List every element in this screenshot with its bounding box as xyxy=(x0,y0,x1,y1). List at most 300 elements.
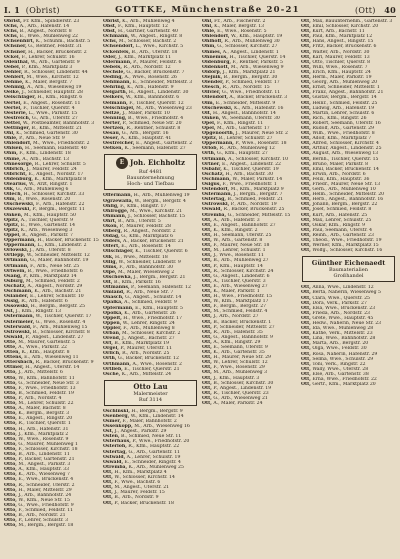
entry-details: H., Arb., Hafenstr. 31 xyxy=(18,426,69,432)
entry-details: M., Schlosser, Kirchstr. 2 xyxy=(122,330,181,336)
entry-name: Ostwald, xyxy=(103,454,126,460)
entry-details: H., Tischler, Querstr. 14 xyxy=(229,54,286,60)
entry-name: Ott, xyxy=(103,480,113,486)
entry-details: G., Arb., Wiesenweg 21 xyxy=(213,395,268,401)
entry-name: Ockel, xyxy=(4,54,21,60)
entry-details: G., Angest., Lindenstr. 6 xyxy=(213,273,270,279)
entry-name: Otremba, xyxy=(103,464,128,470)
entry-name: Oelgarth, xyxy=(103,90,128,96)
entry-details: Frieda, Arb., Nordstr. 23 xyxy=(312,310,370,316)
entry-name: Oelschläger, xyxy=(4,95,36,101)
entry-details: J., Maler, Parkstr. 10 xyxy=(122,110,170,116)
entry-details: A., Arb., Hafenstr. 3 xyxy=(213,217,260,223)
directory-entry xyxy=(202,401,297,406)
entry-name: Otto, xyxy=(4,416,17,422)
entry-details: F., Tischler, Querstr. 12 xyxy=(129,100,184,106)
entry-details: M., Arb., Wiesenweg 9 xyxy=(230,64,284,70)
entry-name: Oettinger, xyxy=(4,125,31,131)
entry-details: P., Schmied, Feldstr. 17 xyxy=(225,80,280,86)
entry-details: G., Kfm., Hauptstr. 27 xyxy=(216,151,268,157)
entry-name: Osterloh, xyxy=(103,444,127,450)
entry-details: J., Kfm., Marktplatz 11 xyxy=(118,54,172,60)
entry-details: J., Maurer, Feldstr. 15 xyxy=(114,490,165,496)
entry-details: G., Schneider, Neue Str. 3 xyxy=(18,380,79,386)
entry-name: Otto, xyxy=(4,523,17,529)
entry-name: Osenberg, xyxy=(103,413,130,419)
entry-details: G., Arb., Uferstr. 27 xyxy=(31,115,78,121)
entry-name: Ott, xyxy=(103,485,113,491)
entry-name: Ohlrogge, xyxy=(103,208,129,214)
entry-details: B., Arb., Nordstr. 21 xyxy=(18,513,66,519)
entry-name: Ossig, xyxy=(4,299,20,305)
entry-name: Opitz, xyxy=(202,136,218,142)
entry-details: Berta, Näherin, Wiesenweg 5 xyxy=(312,290,381,296)
entry-name: Ott, xyxy=(301,212,311,218)
entry-name: Ott, xyxy=(301,248,311,254)
entry-details: G., Arb., Gartenstr. 11 xyxy=(128,449,180,455)
entry-name: Otto, xyxy=(4,411,17,417)
directory-entry xyxy=(301,248,396,253)
entry-name: Ott, xyxy=(103,475,113,481)
entry-name: Opolka, xyxy=(103,310,123,316)
entry-name: Ott, xyxy=(202,324,212,330)
entry-details: F., Arb., Mühlenweg 15 xyxy=(33,324,88,330)
entry-details: Toni, Verk., Ringstr. 22 xyxy=(312,361,366,367)
entry-details: Arthur, Angest., Lindenstr. 25 xyxy=(312,146,382,152)
entry-details: Johann, Bergm., Bergstr. 22 xyxy=(312,202,378,208)
entry-details: H., Maler, Mittelstr. 29 xyxy=(18,487,72,493)
entry-name: Otto, xyxy=(4,406,17,412)
entry-details: F., Arb., Bahnhofstr. 30 xyxy=(119,264,174,270)
ad-small-line: Ruf 3114 xyxy=(138,396,163,403)
entry-details: H., Bäcker, Brückenstr. 2 xyxy=(28,49,87,55)
entry-name: Oppermann, xyxy=(202,141,234,147)
entry-name: Ott, xyxy=(301,95,311,101)
entry-name: Ollech, xyxy=(4,192,23,198)
entry-name: Otto, xyxy=(4,395,17,401)
entry-details: A., Maler, Parkstr. 24 xyxy=(213,401,263,407)
entry-details: K., Seemann, Hafenstr. 27 xyxy=(124,146,186,152)
entry-name: Oldörp, xyxy=(202,69,222,75)
entry-name: Ott, xyxy=(301,161,311,167)
entry-details: K., Kfm., Marktplatz 8 xyxy=(34,176,87,182)
entry-details: K., Arb., Gartenstr. 35 xyxy=(213,350,265,356)
entry-name: Opfermann, xyxy=(103,305,134,311)
entry-name: Ott, xyxy=(202,283,212,289)
entry-details: Erich, Kfm., Hauptstr. 24 xyxy=(312,69,371,75)
entry-name: Olk, xyxy=(103,254,114,260)
entry-details: H., Bäcker, Brückenstr. 15 xyxy=(37,238,99,244)
entry-details: E., Schneider, Ringstr. 4 xyxy=(124,459,181,465)
entry-name: Okon, xyxy=(103,224,119,229)
entry-details: R., Arb., Nordstr. 12 xyxy=(123,64,171,70)
entry-name: Ott, xyxy=(301,44,311,50)
entry-name: Oeding, xyxy=(103,75,124,81)
entry-name: Oppler, xyxy=(103,325,122,331)
entry-name: Olt, xyxy=(202,110,212,116)
entry-details: M., Arb., Gartenstr. 17 xyxy=(216,125,270,131)
entry-details: W., Schlosser, Kirchstr. 14 xyxy=(114,475,175,481)
entry-details: B., Angest., Nordstr. 8 xyxy=(19,29,72,35)
entry-name: Otto, xyxy=(4,472,17,478)
entry-details: B., Kfm., Marktplatz 19 xyxy=(114,341,169,347)
entry-name: Ohlsen, xyxy=(4,146,24,152)
entry-details: H., Angest., Bahnhofstr. 14 xyxy=(212,110,276,116)
entry-name: Ohmann, xyxy=(103,213,127,219)
entry-name: Otto, xyxy=(4,385,17,391)
ad-eichholtz-title: E Joh. Eichholtz xyxy=(107,157,194,169)
entry-name: Otte, xyxy=(4,345,17,350)
entry-details: W., Kfm., Lindenstr. 14 xyxy=(130,413,184,419)
entry-name: Ott, xyxy=(202,350,212,356)
entry-details: E., Wwe., Rosenstr. 5 xyxy=(217,29,267,35)
entry-details: K., Arb., Gartenstr. 26 xyxy=(124,310,176,316)
entry-details: E., Angest., Rosenstr. 11 xyxy=(23,100,81,106)
entry-details: Wally, Wwe., Uferstr. 28 xyxy=(312,366,369,372)
entry-details: Anna, Wwe., Lindenstr. 12 xyxy=(312,285,374,291)
entry-name: Ott, xyxy=(301,315,311,321)
entry-name: Ost, xyxy=(4,309,15,315)
entry-details: E., Angest., Bahnhofstr. 27 xyxy=(213,222,276,228)
entry-name: Olejnik, xyxy=(202,75,223,81)
entry-details: F., Kfm., Hauptstr. 12 xyxy=(118,24,168,30)
entry-name: Otto, xyxy=(4,487,17,493)
entry-details: A., Wwe., Parkstr. 22 xyxy=(18,345,67,350)
entry-details: E., Wwe., Mühlenweg 22 xyxy=(19,34,78,40)
entry-details: Bernh., Tischler, Querstr. 15 xyxy=(312,156,379,162)
entry-name: Ostertag, xyxy=(202,197,226,203)
entry-name: Otto, xyxy=(4,426,17,432)
entry-name: Oelke, xyxy=(4,90,21,96)
columns xyxy=(4,19,396,555)
entry-name: Oswald, xyxy=(4,334,25,340)
entry-details: G., Schlosser, Kirchstr. 27 xyxy=(217,44,278,50)
entry-name: Olbricht, xyxy=(4,171,27,177)
entry-name: Otto, xyxy=(4,421,17,427)
entry-name: Ohme, xyxy=(4,156,21,162)
entry-details: B., Arb., Nordstr. 9 xyxy=(114,495,159,501)
entry-name: Oettel, xyxy=(4,120,22,126)
entry-details: K., Maler, Bergstr. 13 xyxy=(214,24,265,30)
entry-name: Ott, xyxy=(301,202,311,208)
entry-name: Ott, xyxy=(202,273,212,279)
header-left-range: (Obrist) xyxy=(25,6,60,15)
entry-name: Ochs, xyxy=(4,24,19,30)
entry-details: B., Lehrer, Schulstr. 27 xyxy=(218,136,273,142)
entry-details: R., Tischler, Querstr. 23 xyxy=(213,390,269,396)
entry-name: Ott, xyxy=(301,115,311,121)
entry-name: Ott, xyxy=(301,19,311,24)
entry-name: Ochsner, xyxy=(4,49,27,55)
entry-name: Obst, xyxy=(103,29,117,35)
entry-details: Friedr., Maurer, Neue Str. 13 xyxy=(312,182,381,187)
entry-details: E., Lehrer, Schulstr. 10 xyxy=(29,294,84,300)
entry-details: P., Schneider, Mittelstr. 27 xyxy=(213,324,275,330)
entry-name: Otto, xyxy=(4,513,17,519)
entry-name: Ott, xyxy=(301,238,311,244)
entry-details: Else, Arb., Gartenstr. 38 xyxy=(312,371,369,377)
entry-name: Olm, xyxy=(4,197,17,203)
entry-details: G., Maurer, Mühlenweg 1 xyxy=(18,441,78,447)
entry-name: Ott, xyxy=(301,295,311,301)
entry-details: A., Schmied, Feldstr. 9 xyxy=(124,300,177,306)
entry-details: Erna, Wwe., Friedhofstr. 22 xyxy=(312,377,377,382)
entry-details: R., Arb., Mühlenweg 12 xyxy=(219,146,275,152)
entry-details: K., Arb., Mittelstr. 24 xyxy=(121,371,172,377)
entry-name: Ott, xyxy=(301,300,311,306)
entry-details: K., Tischler, Querstr. 19 xyxy=(223,166,279,172)
entry-details: B., Kfm., Mittelstr. 21 xyxy=(31,125,82,131)
entry-details: J., Angest., Parkstr. 29 xyxy=(114,429,167,435)
entry-details: Emil, Schlosser, Kirchstr. 20 xyxy=(312,24,379,30)
entry-name: Ott, xyxy=(202,248,212,254)
entry-name: Omland, xyxy=(103,290,125,296)
entry-details: B., Schmied, Feldstr. 19 xyxy=(18,390,74,396)
entry-details: P., Kfm., Hauptstr. 14 xyxy=(213,263,263,269)
entry-name: Ott, xyxy=(301,85,311,91)
entry-name: Opitz, xyxy=(4,222,20,228)
entry-name: Oelmann, xyxy=(103,100,128,106)
entry-details: M., Arb., Mühlenweg 3 xyxy=(213,370,267,376)
entry-details: E., Angest., Gartenstr. 2 xyxy=(135,141,193,147)
entry-name: Osterwald, xyxy=(4,324,32,330)
entry-details: Bruno, Maler, Parkstr. 8 xyxy=(312,161,369,167)
entry-name: Osche, xyxy=(103,371,121,377)
entry-details: F., Kfm., Ringstr. 17 xyxy=(120,203,167,209)
entry-details: M., Maurer, Gartenstr. 5 xyxy=(18,339,76,345)
entry-name: Ochs, xyxy=(4,29,19,35)
entry-details: R., Arb., Neue Str. 7 xyxy=(126,290,174,296)
entry-details: W., Arzt, Ringstr. 1 xyxy=(28,182,73,187)
entry-details: Hans, Angest., Ringstr. 15 xyxy=(312,39,374,45)
entry-name: Ohnesorge, xyxy=(4,161,34,167)
entry-name: Ott, xyxy=(301,336,311,342)
entry-details: Felix, Kfm., Hauptstr. 36 xyxy=(312,176,370,182)
entry-details: P., Angest., Lindenstr. 27 xyxy=(25,334,84,340)
entry-name: Orend, xyxy=(103,336,121,342)
entry-details: P., Arb., Nordstr. 4 xyxy=(18,395,62,401)
entry-name: Ott, xyxy=(103,469,113,475)
entry-name: Ott, xyxy=(301,110,311,116)
entry-details: K., Maler, Bergstr. 7 xyxy=(25,80,73,86)
entry-details: Fr., Arb., Fischerstr. 2 xyxy=(214,19,266,24)
entry-name: Ott, xyxy=(301,59,311,65)
entry-details: E., Arb., Rosenstr. 14 xyxy=(121,244,171,250)
entry-details: F., Schlosser, Kirchstr. 18 xyxy=(18,446,78,452)
entry-details: L., Wwe., Parkstr. 15 xyxy=(28,110,78,116)
directory-entry xyxy=(301,382,396,387)
entry-name: Ottens, xyxy=(4,355,23,361)
entry-name: Obrist, xyxy=(4,19,22,24)
entry-name: Opgenoorth, xyxy=(202,131,235,137)
entry-details: A., Arb., Wiesenweg 19 xyxy=(27,85,82,91)
entry-name: Ott, xyxy=(301,146,311,152)
entry-name: Otto, xyxy=(4,436,17,442)
entry-name: Otto, xyxy=(4,441,17,447)
entry-details: M., Schmied, Feldstr. 4 xyxy=(213,309,268,315)
entry-details: E., Kfm., Hauptstr. 5 xyxy=(135,305,183,311)
entry-details: P., Wwe., Rosenstr. 18 xyxy=(235,141,287,147)
entry-details: H., Wwe., Friedhofstr. 17 xyxy=(123,315,183,321)
entry-name: Ott, xyxy=(301,192,311,198)
entry-name: Ott, xyxy=(301,331,311,337)
entry-details: E., Arb., Wiesenweg 27 xyxy=(213,283,268,289)
header-title: GOTTKE, Münchenstraße 20-21 xyxy=(115,5,300,15)
entry-details: M., Maler, Wiesenweg 2 xyxy=(117,269,175,275)
entry-details: Käthe, Verk., Mittelstr. 23 xyxy=(312,331,373,337)
entry-name: Olschewski, xyxy=(202,105,233,111)
entry-details: F., Wwe., Friedhofstr. 1 xyxy=(222,182,277,187)
entry-details: K., Arb., Bachstr. 21 xyxy=(34,288,82,294)
entry-details: Georg, Arb., Mühlenweg 20 xyxy=(312,80,378,86)
entry-details: E., Angest., Lindenstr. 22 xyxy=(221,161,281,167)
entry-details: A., Kfm., Hauptstr. 33 xyxy=(18,467,70,473)
entry-details: Ida, Wwe., Mühlenweg 28 xyxy=(312,326,374,332)
entry-details: Hedw., Näherin, Neue Str. 23 xyxy=(312,320,382,326)
entry-details: E., Seemann, Uferstr. 9 xyxy=(213,345,268,350)
entry-details: Lina, Wwe., Bahnhofstr. 28 xyxy=(312,336,376,342)
entry-name: Oelschlägel, xyxy=(103,105,135,111)
entry-name: Osang, xyxy=(4,273,22,279)
entry-name: Olivier, xyxy=(202,90,221,96)
entry-name: Ott, xyxy=(202,334,212,340)
entry-name: Olm, xyxy=(202,100,215,106)
entry-name: Oertel, xyxy=(4,105,22,111)
entry-name: Ossenkopp, xyxy=(103,424,133,430)
entry-details: R., Schneider, Uferstr. 2 xyxy=(18,482,75,488)
entry-name: Ott, xyxy=(301,187,311,193)
entry-name: Ott, xyxy=(301,217,311,223)
entry-name: Ott, xyxy=(202,319,212,325)
entry-name: Ott, xyxy=(103,490,113,496)
entry-name: Onken, xyxy=(4,212,23,218)
entry-details: H., Angest., Uferstr. 14 xyxy=(25,365,80,371)
entry-details: G., Angest., Schulstr. 14 xyxy=(125,295,182,301)
entry-name: Ott, xyxy=(202,222,212,228)
entry-name: Oppel, xyxy=(4,232,21,238)
entry-details: R., Rentner, Schulstr. 8 xyxy=(126,125,181,131)
entry-name: Oelkers, xyxy=(103,95,125,101)
entry-details: Robert, Seemann, Uferstr. 16 xyxy=(312,120,381,126)
entry-name: Ott, xyxy=(301,24,311,30)
entry-name: Ott, xyxy=(202,253,212,259)
entry-name: Ott, xyxy=(202,232,212,238)
entry-name: Oldenburg, xyxy=(202,59,232,65)
entry-name: Orlowski, xyxy=(4,248,29,254)
entry-details: Max, Lehrer, Schulstr. 25 xyxy=(312,217,372,223)
entry-details: Rich., Kfm., Ringstr. 26 xyxy=(312,115,367,121)
entry-name: Ott, xyxy=(301,197,311,203)
entry-details: G., Maler, Bahnhofstr. 19 xyxy=(30,258,89,264)
entry-name: Obrist, xyxy=(103,19,121,24)
entry-details: E., Arb., Wiesenweg 11 xyxy=(24,355,79,361)
entry-name: Olfert, xyxy=(103,244,120,250)
entry-details: R., Arb., Mühlenweg 30 xyxy=(224,39,280,45)
entry-name: Ott, xyxy=(202,401,212,407)
entry-details: A., Kfm., Hauptstr. 41 xyxy=(120,136,172,142)
entry-details: G., Bäcker, Brückenstr. 12 xyxy=(117,356,179,362)
entry-details: K., Schmied, Gartenstr. 30 xyxy=(16,131,78,137)
entry-details: A., Tischler, Querstr. 3 xyxy=(213,278,266,284)
entry-name: Ott, xyxy=(202,238,212,244)
entry-name: Ott, xyxy=(301,125,311,131)
entry-details: M., Kfm., Marktplatz 9 xyxy=(230,187,284,193)
entry-name: Otto, xyxy=(4,451,17,457)
entry-name: Ostrowski, xyxy=(202,202,230,208)
entry-details: B., Arb., Mühlenweg 27 xyxy=(213,258,269,264)
entry-details: G., Arb., Mühlenweg 6 xyxy=(16,187,69,193)
entry-name: Ott, xyxy=(301,80,311,86)
entry-name: Ott, xyxy=(202,268,212,274)
directory-entry xyxy=(4,523,99,528)
entry-name: Ortmann, xyxy=(4,263,29,269)
entry-name: Ott, xyxy=(301,54,311,60)
entry-details: F., Arb., Mühlenweg 8 xyxy=(123,325,175,331)
entry-name: Ott, xyxy=(202,304,212,310)
entry-details: F., Bergm., Bergstr. 27 xyxy=(213,304,267,310)
entry-name: Odenthal, xyxy=(4,59,30,65)
entry-name: Opitz, xyxy=(4,217,20,223)
entry-name: Olschowka, xyxy=(103,274,133,280)
column-4 xyxy=(301,19,396,555)
directory-entry xyxy=(103,146,198,151)
entry-details: W., Kfm., Bahnhofstr. 11 xyxy=(18,375,75,381)
entry-details: F., Wwe., Friedhofstr. 13 xyxy=(18,385,76,391)
ad-guenther-line: Großhandel xyxy=(333,273,364,280)
entry-details: J., Bergm., Bergstr. 7 xyxy=(233,192,283,198)
entry-details: B., Arb., Lindenstr. 11 xyxy=(18,451,70,457)
entry-details: K., Arb., Hafenstr. 16 xyxy=(233,105,284,111)
entry-details: J., Maurer, Neue Str. 2 xyxy=(235,131,288,137)
entry-details: J., Arb., Uferstr. 8 xyxy=(29,248,71,254)
entry-details: G., Bäcker, Brückenstr. 7 xyxy=(126,69,185,75)
entry-name: Orgel, xyxy=(103,346,119,352)
entry-details: W., Schneider, Lindenstr. 9 xyxy=(118,259,181,265)
entry-name: Ott, xyxy=(301,326,311,332)
page-number: 40 xyxy=(384,5,396,15)
entry-name: Ott, xyxy=(301,131,311,137)
entry-name: Obst, xyxy=(103,24,117,30)
entry-name: Oldenkott, xyxy=(202,64,230,70)
entry-name: Ott, xyxy=(301,171,311,177)
entry-details: Otto, Tischler, Querstr. 8 xyxy=(312,59,371,65)
entry-name: Osburg, xyxy=(4,278,25,284)
entry-details: W., Kfm., Bahnhofstr. 6 xyxy=(125,95,180,101)
entry-name: Orthmann, xyxy=(103,361,131,367)
entry-details: Alfred, Schlosser, Kirchstr. 4 xyxy=(312,141,379,147)
entry-details: J., Arb., Nordstr. 27 xyxy=(213,314,259,320)
entry-name: Ott, xyxy=(301,356,311,362)
entry-details: R., Angest., Parkstr. 7 xyxy=(22,232,73,238)
entry-name: Olschewski, xyxy=(4,202,35,208)
entry-name: Ott, xyxy=(202,309,212,315)
entry-details: G., Arb., Bergstr. 16 xyxy=(121,131,169,137)
entry-name: Ott, xyxy=(301,366,311,372)
entry-details: P., Bäcker, Gartenstr. 21 xyxy=(18,457,75,463)
entry-details: W., Wwe., Rosenstr. 9 xyxy=(18,436,69,442)
entry-details: G., Schneider, Mittelstr. 15 xyxy=(227,212,291,218)
entry-details: W., Bergm., Bergstr. 4 xyxy=(134,198,186,204)
entry-name: Ostendorf, xyxy=(202,187,230,193)
entry-details: H., Arb., Bachstr. 30 xyxy=(225,171,274,177)
entry-details: A., Arb., Bachstr. 13 xyxy=(22,156,70,162)
entry-details: Gertr., Kfm., Marktplatz 20 xyxy=(312,382,376,388)
entry-details: Reinh., Arb., Gartenstr. 23 xyxy=(312,232,374,238)
entry-details: Dora, Verk., Parkstr. 27 xyxy=(312,300,367,306)
entry-name: Oldag, xyxy=(103,234,120,240)
entry-name: Ortlieb, xyxy=(103,366,123,372)
entry-name: Ohlendorf, xyxy=(4,141,32,147)
